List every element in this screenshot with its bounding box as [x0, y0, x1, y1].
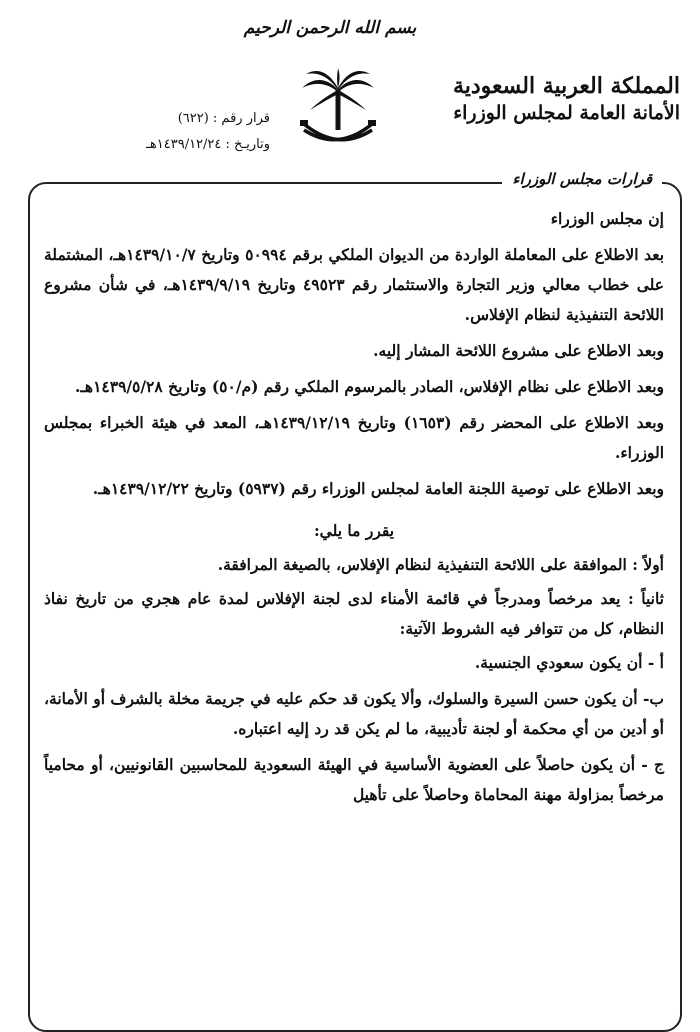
opening-line: إن مجلس الوزراء	[550, 209, 664, 228]
decision-date: وتاريـخ : ١٤٣٩/١٢/٢٤هـ	[146, 137, 270, 152]
basmala: بسم الله الرحمن الرحيم	[243, 18, 417, 38]
preamble-paragraph: وبعد الاطلاع على المحضر رقم (١٦٥٣) وتاريخ ١٤٣٩/١٢/١٩هـ، المعد في هيئة الخبراء بمجلس الوزراء.	[44, 413, 664, 462]
kingdom-name: المملكة العربية السعودية	[452, 73, 680, 99]
condition-item: أ - أن يكون سعودي الجنسية.	[474, 653, 664, 672]
clause-first: أولاً : الموافقة على اللائحة التنفيذية لنظام الإفلاس، بالصيغة المرافقة.	[217, 555, 664, 574]
decision-body	[44, 204, 664, 816]
decision-number: قرار رقم : (٦٢٢)	[177, 111, 270, 126]
preamble-paragraph: وبعد الاطلاع على توصية اللجنة العامة لمجلس الوزراء رقم (٥٩٣٧) وتاريخ ١٤٣٩/١٢/٢٢هـ.	[92, 479, 664, 498]
decision-reference	[80, 106, 270, 158]
decides-heading: يقرر ما يلي:	[313, 521, 395, 540]
preamble-paragraph: بعد الاطلاع على المعاملة الواردة من الديوان الملكي برقم ٥٠٩٩٤ وتاريخ ١٤٣٩/١٠/٧هـ، المشتملة على خطاب معالي وزير التجارة والاستثمار رقم ٤٩٥٢٣ وتاريخ ١٤٣٩/٩/١٩هـ، في شأن مشروع اللائحة التنفيذية لنظام الإفلاس.	[44, 245, 665, 324]
preamble-paragraph: وبعد الاطلاع على نظام الإفلاس، الصادر بالمرسوم الملكي رقم (م/٥٠) وتاريخ ١٤٣٩/٥/٢٨هـ.	[74, 377, 664, 396]
preamble-paragraph: وبعد الاطلاع على مشروع اللائحة المشار إليه.	[373, 341, 664, 360]
issuing-authority	[420, 72, 680, 125]
condition-item: ب- أن يكون حسن السيرة والسلوك، وألا يكون قد حكم عليه في جريمة مخلة بالشرف أو الأمانة، أو أدين من أي محكمة أو لجنة تأديبية، ما لم يكن قد رد إليه اعتباره.	[44, 689, 664, 738]
condition-item: ج - أن يكون حاصلاً على العضوية الأساسية في الهيئة السعودية للمحاسبين القانونيين، أو محامياً مرخصاً بمزاولة مهنة المحاماة وحاصلاً على تأهيل	[44, 755, 664, 804]
saudi-emblem-icon	[298, 68, 378, 154]
secretariat-name: الأمانة العامة لمجلس الوزراء	[453, 101, 680, 124]
decisions-label: قرارات مجلس الوزراء	[502, 170, 662, 188]
clause-second: ثانياً : يعد مرخصاً ومدرجاً في قائمة الأمناء لدى لجنة الإفلاس لمدة عام هجري من تاريخ نفاذ النظام، كل من تتوافر فيه الشروط الآتية:	[44, 589, 664, 638]
